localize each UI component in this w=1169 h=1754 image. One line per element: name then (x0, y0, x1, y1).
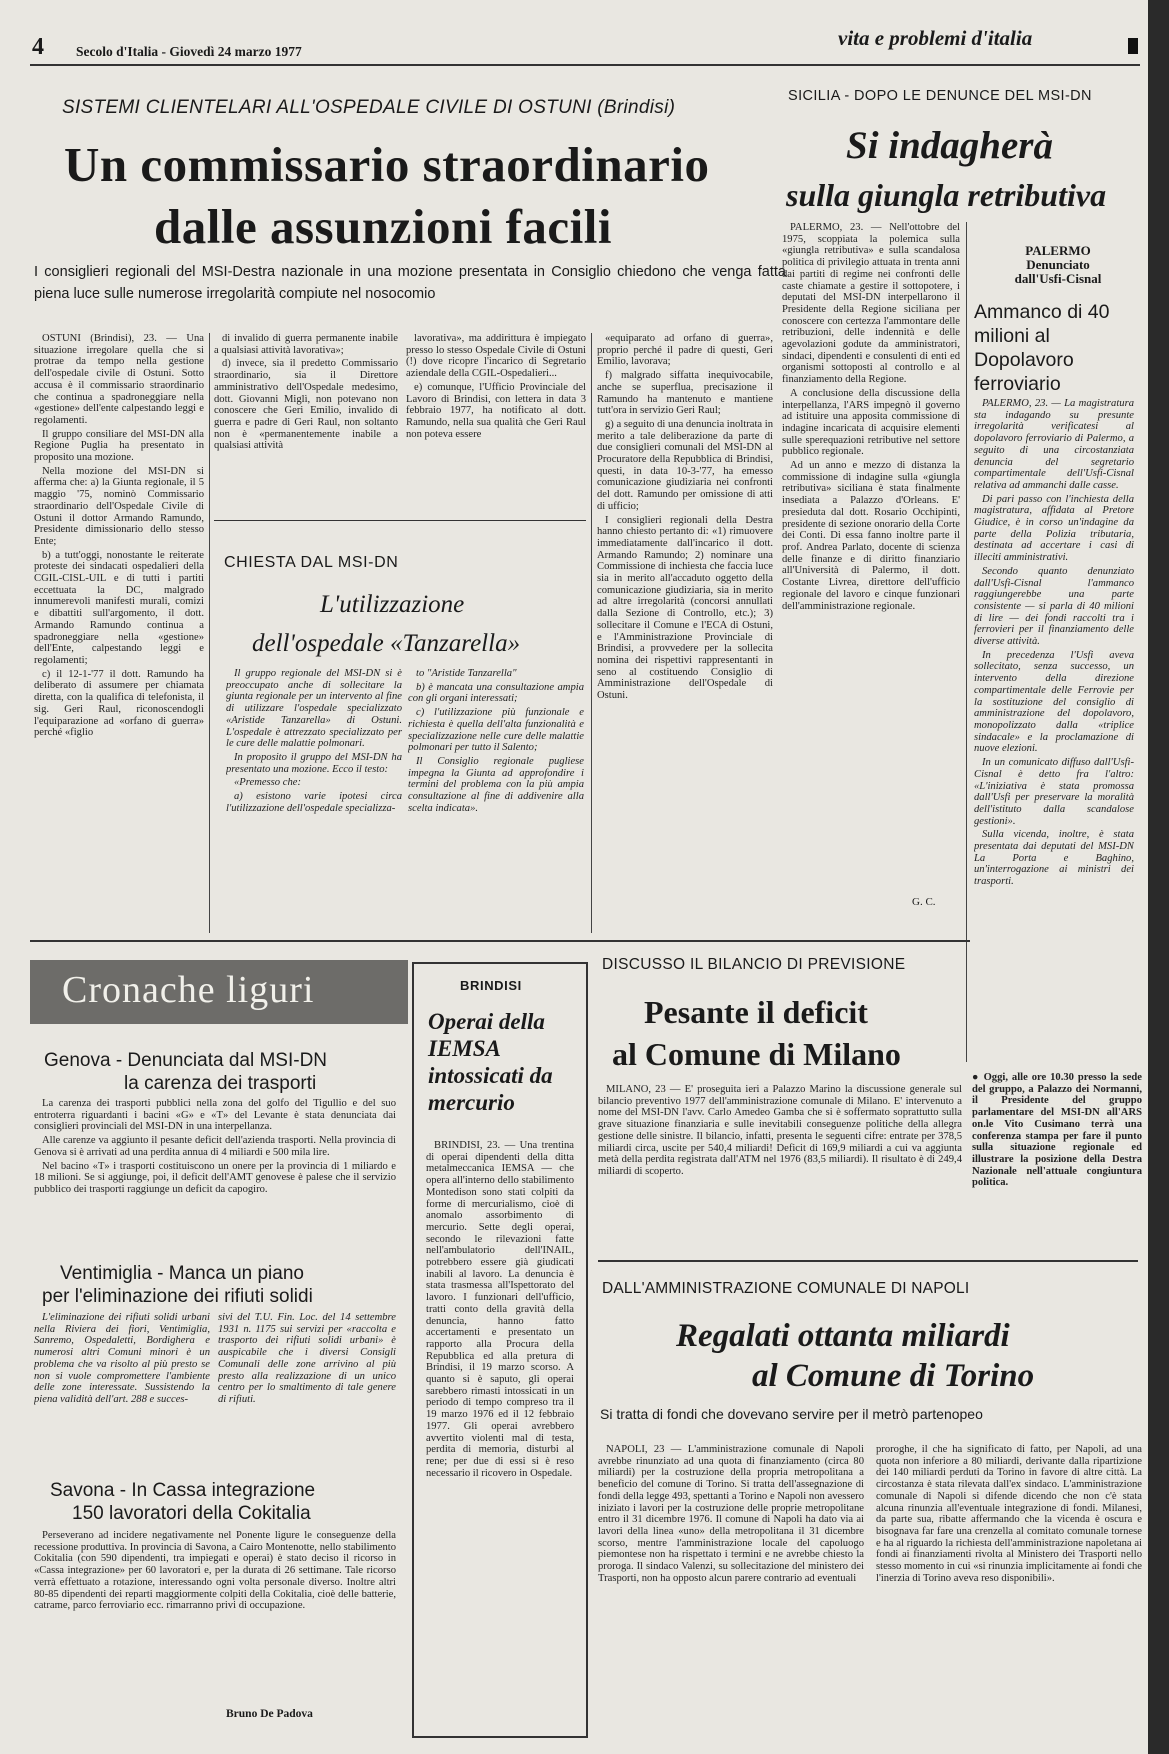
ostuni-kicker: SISTEMI CLIENTELARI ALL'OSPEDALE CIVILE DI OSTUNI (Brindisi) (62, 97, 676, 118)
paragraph: g) a seguito di una denuncia inoltrata in merito a tale deliberazione da parte di due consiglieri comunali del MSI-DN al Procuratore della Repubblica di Brindisi, questi, in data 10-3-'77, ha emesso comunicazione giudiziaria nei confronti del dott. Ramundo per omissione di atti di ufficio; (597, 418, 773, 512)
ostuni-column-1 (34, 333, 204, 935)
genova-title-line1: Genova - Denunciata dal MSI-DN (44, 1050, 328, 1071)
ventimiglia-title-line2: per l'eliminazione dei rifiuti solidi (42, 1286, 313, 1307)
section-marker (1128, 38, 1138, 54)
paragraph: I consiglieri regionali della Destra hanno chiesto pertanto di: «1) rimuovere immediatamente dall'incarico il dott. Armando Ramundo; 2) nominare una Commissione di inchiesta che faccia luce sia in merito all'accaduto oggetto della comunicazione giudiziaria, sia in merito ad altre irregolarità (concorsi annullati dalla Sezione di Controllo, etc.); 3) sollecitare il Comune e l'ECA di Ostuni, e l'Amministrazione Provinciale di Brindisi, a provvedere per la sollecita nomina dei rispettivi rappresentanti in seno al costituendo Consiglio di Amministrazione dell'Ospedale di Ostuni. (597, 514, 773, 702)
paragraph: lavorativa», ma addirittura è impiegato presso lo stesso Ospedale Civile di Ostuni (!) dove ricopre l'incarico di Segretario aziendale della CGIL-Ospedalieri... (406, 333, 586, 380)
sicilia-headline-line1: Si indagherà (846, 124, 1053, 167)
napoli-kicker: DALL'AMMINISTRAZIONE COMUNALE DI NAPOLI (602, 1280, 970, 1297)
ostuni-subhead: I consiglieri regionali del MSI-Destra nazionale in una mozione presentata in Consiglio chiedono che venga fatta piena luce sulle numerose irregolarità compiute nel nosocomio (34, 264, 786, 302)
milano-text: MILANO, 23 — E' proseguita ieri a Palazzo Marino la discussione generale sul bilancio preventivo 1977 dell'amministrazione comunale di Milano. E' intervenuto a nome del MSI-DN l'avv. Carlo Amedeo Gamba che si è soffermato soprattutto sulla grave situazione finanziaria e sulle inevitabili conseguenze politiche della allegra gestione delle sinistre. Il bilancio, infatti, presenta le seguenti cifre: entrate per 378,5 miliardi circa, uscite per 540,4 miliardi! Deficit di 169,9 miliardi a cui va aggiunta metà della perdita registrata dall'ATM nel 1976 (83,5 miliardi). Il risultato è di 249,4 miliardi di scoperto. (598, 1084, 962, 1177)
napoli-headline-line1: Regalati ottanta miliardi (676, 1318, 1010, 1354)
paragraph: «Premesso che: (234, 777, 301, 789)
ostuni-column-3 (406, 333, 586, 513)
paragraph: c) l'utilizzazione più funzionale e richiesta è quella dell'alta funzionalità e specializzazione nelle cure delle malattie polmonari per tutto il Salento; (408, 707, 584, 754)
paragraph: Sulla vicenda, inoltre, è stata presentata dai deputati del MSI-DN La Porta e Baghino, un'interrogazione ai ministri dei trasporti. (974, 829, 1134, 888)
paragraph: a) esistono varie ipotesi circa l'utilizzazione dell'ospedale specializza- (226, 791, 402, 814)
paragraph: f) malgrado siffatta inequivocabile, anche se superflua, precisazione il Ramundo ha mantenuto e mantiene tutt'ora in servizio Geri Raul; (597, 370, 773, 417)
milano-headline-line1: Pesante il deficit (644, 994, 868, 1030)
liguri-banner-title: Cronache liguri (62, 969, 315, 1011)
milano-kicker: DISCUSSO IL BILANCIO DI PREVISIONE (602, 956, 906, 973)
ostuni-headline-line1: Un commissario straordinario (64, 137, 710, 192)
paragraph: d) invece, sia il predetto Commissario straordinario, sia il Direttore amministrativo dell'Ospedale medesimo, dott. Giovanni Miglì, non potevano non conoscere che Geri Emilio, invalido di guerra e padre di Geri Raul, non soltanto non è «permanentemente inabile a qualsiasi attività (214, 358, 398, 452)
sicilia-signature: G. C. (912, 896, 936, 908)
column-divider (591, 333, 592, 933)
paragraph: Nella mozione del MSI-DN si afferma che: a) la Giunta regionale, il 5 maggio '75, nominò Commissario straordinario dell'Ospedale Civile di Ostuni il dottor Armando Ramundo, Presidente dimissionario dello stesso Ente; (34, 465, 204, 547)
genova-title-line2: la carenza dei trasporti (124, 1073, 317, 1094)
paragraph: Nel bacino «T» i trasporti costituiscono un onere per la provincia di 1 miliardo e 18 milioni. Se si aggiunge, poi, il deficit dell'AMT genovese è palese che il servizio pubblico dei trasporti raggiunge un deficit da capogiro. (34, 1160, 396, 1195)
paragraph: Ad un anno e mezzo di distanza la commissione di indagine sulla «giungla retributiva» siciliana è stata finalmente insediata a Palazzo d'Orleans. E' presieduta dal dott. Rosario Occhipinti, presidente di sezione onorario della Corte dei Conti. Di essa fanno inoltre parte il prof. Andrea Parlato, docente di scienza delle finanze e di diritto finanziario all'Università di Palermo, il dott. Costante Livrea, direttore dell'ufficio regionale del lavoro e cinque funzionari dell'amministrazione regionale. (782, 460, 960, 612)
usfi-headline: Ammanco di 40 milioni al Dopolavoro ferroviario (974, 301, 1110, 395)
liguri-signature: Bruno De Padova (226, 1708, 313, 1720)
paragraph: A conclusione della discussione della interpellanza, l'ARS impegnò il governo ad istituire una apposita commissione di indagine incaricata di acquisire elementi sulle sperequazioni retributive nel settore pubblico regionale. (782, 387, 960, 458)
paragraph: In un comunicato diffuso dall'Usfi-Cisnal è detto fra l'altro: «L'iniziativa è stata promossa dall'Usfi per preservare la moralità dell'istituto dalla scandalose gestioni». (974, 757, 1134, 827)
paragraph: b) a tutt'oggi, nonostante le reiterate proteste dei sindacati ospedalieri della CGIL-CISL-UIL e di tutti i partiti eccettuata la DC, malgrado innumerevoli manifesti murali, comizi e dibattiti sull'argomento, il dott. Armando Ramundo continua a spadroneggiare nella «gestione» dell'Ente, calpestando leggi e regolamenti; (34, 549, 204, 666)
paragraph: b) è mancata una consultazione ampia con gli organi interessati; (408, 681, 584, 705)
column-divider (209, 333, 210, 933)
header-rule (30, 64, 1140, 66)
paragraph: OSTUNI (Brindisi), 23. — Una situazione irregolare quella che si protrae da tempo nella gestione dell'ospedale civile di Ostuni. Sotto accusa è il commissario straordinario che continua a spadroneggiare nella «gestione» dell'ente calpestando leggi e regolamenti. (34, 333, 204, 426)
paragraph: PALERMO, 23. — La magistratura sta indagando su presunte irregolarità verificatesi al dopolavoro ferroviario di Palermo, a seguito di una circostanziata denuncia del segretario compartimentale dell'Usfi-Cisnal relativa ad ammanchi dalle casse. (974, 398, 1134, 491)
ventimiglia-title-line1: Ventimiglia - Manca un piano (60, 1263, 304, 1284)
paragraph: di invalido di guerra permanente inabile a qualsiasi attività lavorativa»; (214, 333, 398, 356)
paragraph: PALERMO, 23. — Nell'ottobre del 1975, scoppiata la polemica sulla «giungla retributiva» e sulla scandalosa politica di privilegio attuata in trenta anni dai partiti di regime nei confronti delle caste chiamate a gestire il sottopotere, i deputati del MSI-DN interpellarono il Presidente della Regione siciliana per conoscere con certezza l'ammontare delle retribuzioni, delle indennità e delle agevolazioni godute da amministratori, sindaci, dipendenti e consulenti di enti ed organismi sottoposti al controllo e al finanziamento della Regione. (782, 222, 960, 386)
paragraph: c) il 12-1-'77 il dott. Ramundo ha deliberato di assumere per chiamata diretta, con la qualifica di telefonista, il sig. Geri Raul, riconoscendogli l'equiparazione ad «orfano di guerra» perché «figlio (34, 668, 204, 739)
paragraph: to "Aristide Tanzarella" (416, 668, 517, 679)
page-number: 4 (32, 34, 44, 60)
ostuni-column-4 (597, 333, 773, 933)
paragraph: La carenza dei trasporti pubblici nella zona del golfo del Tigullio e del suo entroterra riguardanti i bacini «G» e «T» del Levante è stata denunciata dai consiglieri provinciali del MSI-DN in una interpellanza. (34, 1098, 396, 1133)
savona-text: Perseverano ad incidere negativamente nel Ponente ligure le conseguenze della recessione produttiva. In provincia di Savona, a Cairo Montenotte, nello stabilimento Cokitalia (con 590 dipendenti, tra impiegati e operai) è stato deciso il ricorso in «Cassa integrazione» per 60 lavoratori e, per la durata di 26 settimane. Tale ricorso verrà effettuato a rotazione, interessando ogni volta personale diverso. Inoltre altri 80-85 dipendenti dei reparti maggiormente colpiti della Cokitalia, cioè delle batterie, catrame, parco ferroviario ecc. rimarranno privi di occupazione. (34, 1530, 396, 1612)
paragraph: In precedenza l'Usfi aveva sollecitato, senza successo, un intervento della direzione compartimentale delle Ferrovie per la sostituzione del consiglio di amministrazione del dopolavoro, monopolizzato dalla «triplice sindacale» e la proclamazione di nuove elezioni. (974, 649, 1134, 755)
scan-edge (1148, 0, 1169, 1754)
napoli-column-1: NAPOLI, 23 — L'amministrazione comunale di Napoli avrebbe rinunziato ad una quota di finanziamento (circa 80 miliardi) per la costruzione della propria metropolitana a beneficio del comune di Torino. Si tratta dell'assegnazione di fondi della legge 493, spettanti a Torino e Napoli non avessero iniziato i lavori per la costruzione delle proprie metropolitane entro il 31 dicembre 1976. Il comune di Napoli ha dato via ai lavori della linea «uno» della metropolitana il 31 dicembre scorso, mentre l'amministrazione locale del capoluogo piemontese non ha rispettato i termini e ne avrebbe chiesto la proroga. Il sindaco Valenzi, su sollecitazione del ministero dei Trasporti, non ha opposto alcun parere contrario ad eventuali (598, 1444, 864, 1584)
savona-title-line2: 150 lavoratori della Cokitalia (72, 1503, 311, 1524)
paragraph: In proposito il gruppo del MSI-DN ha presentato una mozione. Ecco il testo: (226, 751, 402, 775)
brindisi-headline: Operai della IEMSA intossicati da mercurio (428, 1009, 553, 1115)
brindisi-text: BRINDISI, 23. — Una trentina di operai dipendenti della ditta metalmeccanica IEMSA — che opera all'interno dello stabilimento Montedison sono stati colpiti da forme di mercurialismo, cioè di anomalo assorbimento di mercurio. Sette degli operai, secondo le rilevazioni fatte nell'ambulatorio dell'INAIL, potrebbero essere già giudicati inabili al lavoro. La denuncia è stata trasmessa all'Ispettorato del lavoro. I funzionari dell'ufficio, tratti conto della gravità della denuncia, hanno fatto accertamenti e presentato un rapporto alla Procura della Repubblica ed alla pretura di Brindisi, il 19 marzo scorso. A quanto si è saputo, gli operai sarebbero rimasti intossicati in un periodo di tempo compreso tra il 19 marzo 1976 ed il 12 febbraio 1977. Gli operai avrebbero avvertito violenti mal di testa, perdita di memoria, disturbi al rene; per due di essi si è reso necessario il ricovero in Ospedale. (426, 1140, 574, 1479)
section-divider (30, 940, 970, 942)
paragraph: Il gruppo regionale del MSI-DN si è preoccupato anche di sollecitare la giunta regionale per un intervento al fine di utilizzare l'ospedale specializzato «Aristide Tanzarella» di Ostuni. L'ospedale è attrezzato specializzato per le cure delle malattie polmonari. (226, 668, 402, 750)
paragraph: Secondo quanto denunziato dall'Usfi-Cisnal l'ammanco raggiungerebbe una parte consistente — si parla di 40 milioni di lire — dei fondi raccolti tra i ferrovieri per il finanziamento delle diverse attività. (974, 565, 1134, 648)
tanzarella-headline-line1: L'utilizzazione (320, 591, 465, 618)
genova-text (34, 1098, 396, 1258)
napoli-headline-line2: al Comune di Torino (752, 1358, 1035, 1394)
ostuni-headline-line2: dalle assunzioni facili (154, 199, 613, 254)
paragraph: e) comunque, l'Ufficio Provinciale del Lavoro di Brindisi, con lettera in data 3 febbraio 1977, ha notificato al dott. Ramundo, nella sua qualità che Geri Raul non poteva essere (406, 381, 586, 440)
masthead: Secolo d'Italia - Giovedì 24 marzo 1977 (76, 44, 302, 59)
paragraph: Il Consiglio regionale pugliese impegna la Giunta ad approfondire i termini del problema con la più ampia consultazione al fine di addivenire alla scelta indicata». (408, 755, 584, 814)
napoli-rule (598, 1260, 1138, 1262)
sicilia-kicker: SICILIA - DOPO LE DENUNCE DEL MSI-DN (788, 88, 1092, 104)
ventimiglia-column-1: L'eliminazione dei rifiuti solidi urbani nella Riviera dei fiori, Ventimiglia, Sanremo, Ospedaletti, Bordighera e numerosi altri Comuni minori è un problema che va risolto al più presto se non si vuole compromettere l'ambiente delle zone interessate. Sussistendo la piena validità dell'art. 288 e succes- (34, 1312, 210, 1405)
tanzarella-kicker: CHIESTA DAL MSI-DN (224, 554, 399, 571)
tanzarella-headline-line2: dell'ospedale «Tanzarella» (252, 630, 521, 657)
savona-title-line1: Savona - In Cassa integrazione (50, 1480, 316, 1501)
ostuni-column-2 (214, 333, 398, 513)
paragraph: Il gruppo consiliare del MSI-DN alla Regione Puglia ha presentato in proposito una mozione. (34, 428, 204, 464)
tanzarella-column-2 (408, 668, 584, 933)
brindisi-kicker: BRINDISI (460, 978, 522, 993)
sicilia-column (782, 222, 960, 882)
usfi-notice: ● Oggi, alle ore 10.30 presso la sede del gruppo, a Palazzo dei Normanni, il Presidente del gruppo parlamentare del MSI-DN all'ARS on.le Vito Cusimano terrà una conferenza stampa per fare il punto sulla situazione regionale ed illustrare la posizione della Destra Nazionale nell'attuale congiuntura politica. (972, 1072, 1142, 1189)
column-divider (966, 222, 967, 1062)
paragraph: Di pari passo con l'inchiesta della magistratura, affidata al Pretore Giudice, è in corso un'indagine da parte della Polizia tributaria, destinata ad accertare i casi di illeciti amministrativi. (974, 493, 1134, 564)
napoli-subhead: Si tratta di fondi che dovevano servire per il metrò partenopeo (600, 1406, 983, 1422)
ventimiglia-column-2: sivi del T.U. Fin. Loc. del 14 settembre 1931 n. 1175 sui servizi per «raccolta e trasporto dei rifiuti solidi urbani» è auspicabile che i diversi Consigli Comunali delle zone arrivino al più presto alla realizzazione di un unico centro per lo smaltimento di tale genere di rifiuti. (218, 1312, 396, 1405)
tanzarella-column-1 (226, 668, 402, 933)
napoli-column-2: proroghe, il che ha significato di fatto, per Napoli, ad una quota non inferiore a 80 miliardi, derivante dalla ripartizione dei 140 miliardi perduti da Torino in favore di altre città. La circostanza è stata rilevata dall'ex sindaco. L'amministrazione comunale di Napoli si difende dicendo che non c'è stata alcuna rinunzia all'eventuale integrazione di fondi. Milanesi, da parte sua, ribatte affermando che la vicenda è oscura e bisognava far fare una crenzella al comitato comunale tornese e ha al riguardo la richiesta dell'amministrazione napoletana ai fondi ai finanziamenti rivolta al Ministero dei Trasporti nello stesso momento in cui «si rinunzia implicitamente ai fondi che l'inerzia di Torino aveva reso disponibili». (876, 1444, 1142, 1584)
sicilia-headline-line2: sulla giungla retributiva (786, 177, 1107, 213)
milano-headline-line2: al Comune di Milano (612, 1036, 901, 1072)
paragraph: «equiparato ad orfano di guerra», proprio perché il padre di questi, Geri Emilio, lavorava; (597, 333, 773, 368)
usfi-column (974, 398, 1134, 1058)
tanzarella-rule (214, 520, 586, 521)
section-title: vita e problemi d'italia (838, 26, 1033, 50)
usfi-kicker: PALERMO Denunciato dall'Usfi-Cisnal (1014, 243, 1102, 286)
paragraph: Alle carenze va aggiunto il pesante deficit dell'azienda trasporti. Nella provincia di Genova si è arrivati ad una perdita annua di 4 miliardi e 500 mila lire. (34, 1135, 396, 1158)
